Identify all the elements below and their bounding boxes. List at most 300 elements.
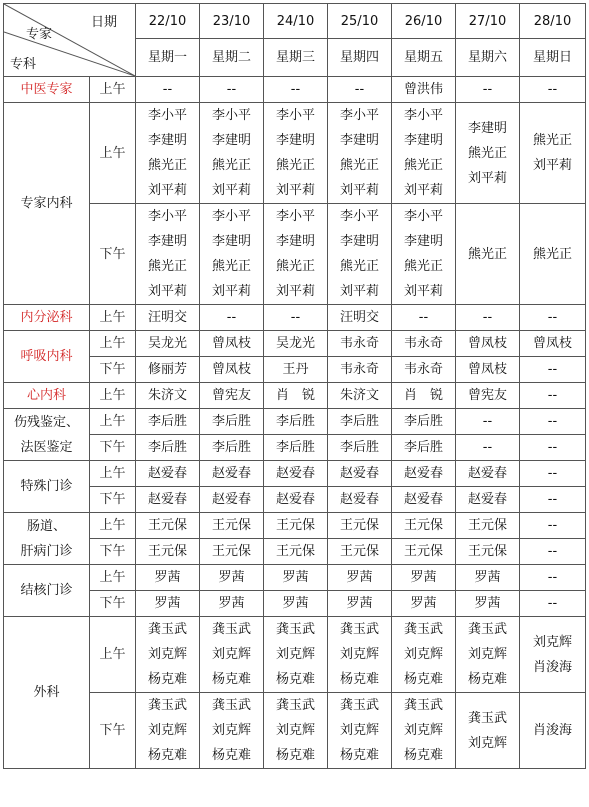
schedule-row <box>4 513 586 539</box>
doctor-name: 刘克辉 <box>532 634 572 650</box>
doctor-name: 熊光正 <box>467 145 507 161</box>
doctor-name: 李后胜 <box>339 414 379 429</box>
period-cell: 上午 <box>90 565 136 591</box>
doctor-name: -- <box>547 414 558 429</box>
doctor-cell <box>328 103 392 204</box>
doctor-name: 李小平 <box>275 209 315 224</box>
doctor-name: -- <box>547 570 558 585</box>
doctor-name: -- <box>162 82 173 97</box>
doctor-cell <box>392 617 456 693</box>
doctor-name: 曾凤枝 <box>467 336 507 351</box>
doctor-cell <box>520 693 586 769</box>
doctor-cell <box>456 77 520 103</box>
doctor-name: 刘克辉 <box>339 647 379 662</box>
doctor-cell <box>392 409 456 435</box>
doctor-cell <box>456 409 520 435</box>
doctor-name: 李后胜 <box>147 440 187 455</box>
doctor-name: 刘平莉 <box>403 183 443 198</box>
doctor-name: 曾洪伟 <box>403 82 443 97</box>
doctor-name: -- <box>482 310 493 325</box>
schedule-row <box>4 461 586 487</box>
doctor-cell <box>456 204 520 305</box>
doctor-name: -- <box>226 310 237 325</box>
doctor-name: 王元保 <box>403 544 443 559</box>
doctor-cell <box>456 487 520 513</box>
doctor-cell <box>200 513 264 539</box>
doctor-cell <box>136 383 200 409</box>
doctor-cell <box>136 204 200 305</box>
doctor-name: 杨克难 <box>211 748 251 763</box>
doctor-cell <box>200 305 264 331</box>
schedule-row <box>4 103 586 204</box>
doctor-name: 刘克辉 <box>275 647 315 662</box>
doctor-name: 曾凤枝 <box>211 336 251 351</box>
doctor-name: 赵爱春 <box>275 466 315 481</box>
doctor-name: 刘克辉 <box>147 723 187 738</box>
doctor-name: 李建明 <box>147 234 187 249</box>
weekday-cell: 星期六 <box>456 39 520 77</box>
doctor-cell <box>456 693 520 769</box>
schedule-row <box>4 383 586 409</box>
doctor-name: 杨克难 <box>147 672 187 687</box>
doctor-cell <box>520 77 586 103</box>
doctor-cell <box>456 383 520 409</box>
schedule-row <box>4 331 586 357</box>
doctor-name: 杨克难 <box>467 672 507 687</box>
doctor-cell <box>136 513 200 539</box>
doctor-cell <box>328 409 392 435</box>
doctor-cell <box>200 357 264 383</box>
department-name-line: 肠道、 <box>26 518 66 534</box>
doctor-name: 李小平 <box>211 108 251 123</box>
doctor-cell <box>136 565 200 591</box>
doctor-cell <box>520 461 586 487</box>
doctor-cell <box>456 461 520 487</box>
doctor-name: 赵爱春 <box>147 492 187 507</box>
doctor-cell <box>136 693 200 769</box>
doctor-name: 刘平莉 <box>403 284 443 299</box>
period-cell: 下午 <box>90 539 136 565</box>
doctor-cell <box>136 435 200 461</box>
doctor-name: -- <box>547 596 558 611</box>
doctor-name: 李后胜 <box>403 414 443 429</box>
doctor-name: 熊光正 <box>532 246 572 262</box>
doctor-cell <box>264 461 328 487</box>
doctor-name: -- <box>482 82 493 97</box>
doctor-cell <box>520 409 586 435</box>
expert-axis-label: 专家 <box>26 27 53 42</box>
doctor-cell <box>328 617 392 693</box>
doctor-name: 刘平莉 <box>211 284 251 299</box>
doctor-cell <box>200 435 264 461</box>
doctor-name: -- <box>547 492 558 507</box>
doctor-cell <box>264 77 328 103</box>
department-name <box>4 513 90 565</box>
period-cell: 上午 <box>90 383 136 409</box>
doctor-name: -- <box>547 388 558 403</box>
doctor-cell <box>200 461 264 487</box>
doctor-name: 赵爱春 <box>147 466 187 481</box>
doctor-name: 赵爱春 <box>467 492 507 507</box>
doctor-name: 龚玉武 <box>275 622 315 637</box>
doctor-cell <box>392 331 456 357</box>
doctor-cell <box>136 461 200 487</box>
doctor-cell <box>392 539 456 565</box>
doctor-name: -- <box>547 518 558 533</box>
doctor-name: 杨克难 <box>339 672 379 687</box>
doctor-name: 王元保 <box>275 544 315 559</box>
doctor-name: 李后胜 <box>147 414 187 429</box>
period-cell: 下午 <box>90 357 136 383</box>
doctor-cell <box>200 617 264 693</box>
doctor-name: 朱济文 <box>339 388 379 403</box>
doctor-name: 李建明 <box>275 234 315 249</box>
department-name: 专家内科 <box>4 103 90 305</box>
doctor-name: 罗茜 <box>282 570 309 585</box>
doctor-name: 龚玉武 <box>467 710 507 726</box>
doctor-cell <box>200 77 264 103</box>
doctor-cell <box>392 383 456 409</box>
doctor-name: 龚玉武 <box>275 698 315 713</box>
department-name: 中医专家 <box>4 77 90 103</box>
doctor-cell <box>328 331 392 357</box>
department-name: 呼吸内科 <box>4 331 90 383</box>
doctor-name: 王元保 <box>211 544 251 559</box>
doctor-name: 韦永奇 <box>403 336 443 351</box>
doctor-name: -- <box>547 310 558 325</box>
period-cell: 上午 <box>90 409 136 435</box>
doctor-name: 杨克难 <box>211 672 251 687</box>
doctor-name: -- <box>482 440 493 455</box>
doctor-cell <box>520 487 586 513</box>
doctor-name: 李建明 <box>275 133 315 148</box>
doctor-cell <box>456 331 520 357</box>
doctor-cell <box>136 409 200 435</box>
period-cell: 下午 <box>90 591 136 617</box>
schedule-row <box>4 409 586 435</box>
doctor-cell <box>264 487 328 513</box>
doctor-name: 王元保 <box>147 518 187 533</box>
doctor-name: 龚玉武 <box>211 698 251 713</box>
period-cell: 上午 <box>90 617 136 693</box>
doctor-name: 熊光正 <box>339 158 379 173</box>
doctor-name: 熊光正 <box>211 259 251 274</box>
doctor-name: 王丹 <box>282 362 309 377</box>
schedule-row <box>4 77 586 103</box>
doctor-name: 韦永奇 <box>339 362 379 377</box>
schedule-row <box>4 435 586 461</box>
doctor-name: 李小平 <box>403 209 443 224</box>
doctor-name: 刘克辉 <box>467 647 507 662</box>
doctor-name: 王元保 <box>403 518 443 533</box>
doctor-name: 龚玉武 <box>339 698 379 713</box>
period-cell: 下午 <box>90 487 136 513</box>
doctor-cell <box>264 357 328 383</box>
doctor-cell <box>456 591 520 617</box>
doctor-name: 熊光正 <box>147 158 187 173</box>
doctor-cell <box>392 103 456 204</box>
doctor-name: 熊光正 <box>275 158 315 173</box>
doctor-name: 曾宪友 <box>467 388 507 403</box>
doctor-cell <box>264 617 328 693</box>
doctor-name: 汪明交 <box>147 310 187 325</box>
doctor-cell <box>200 693 264 769</box>
doctor-cell <box>392 357 456 383</box>
doctor-name: 龚玉武 <box>467 622 507 637</box>
doctor-name: 赵爱春 <box>467 466 507 481</box>
doctor-name: 刘克辉 <box>211 647 251 662</box>
doctor-name: 刘克辉 <box>467 735 507 751</box>
doctor-name: 刘平莉 <box>339 284 379 299</box>
doctor-name: 熊光正 <box>532 133 572 148</box>
department-name: 心内科 <box>4 383 90 409</box>
department-name <box>4 409 90 461</box>
doctor-name: 李小平 <box>339 209 379 224</box>
doctor-cell <box>392 693 456 769</box>
doctor-cell <box>456 539 520 565</box>
schedule-row <box>4 693 586 769</box>
doctor-name: 李小平 <box>403 108 443 123</box>
doctor-cell <box>520 591 586 617</box>
doctor-name: 汪明交 <box>339 310 379 325</box>
weekday-cell: 星期一 <box>136 39 200 77</box>
doctor-name: 李后胜 <box>275 414 315 429</box>
period-cell: 上午 <box>90 331 136 357</box>
doctor-cell <box>200 383 264 409</box>
doctor-name: 吴龙光 <box>275 336 315 351</box>
doctor-name: 李建明 <box>211 234 251 249</box>
period-cell: 上午 <box>90 305 136 331</box>
doctor-cell <box>456 103 520 204</box>
date-cell: 23/10 <box>200 4 264 39</box>
doctor-name: 刘平莉 <box>275 284 315 299</box>
doctor-name: -- <box>226 82 237 97</box>
doctor-cell <box>392 77 456 103</box>
doctor-name: 罗茜 <box>282 596 309 611</box>
department-name-line: 法医鉴定 <box>20 439 73 455</box>
doctor-name: 赵爱春 <box>211 466 251 481</box>
doctor-name: 李后胜 <box>403 440 443 455</box>
doctor-cell <box>392 591 456 617</box>
department-name: 内分泌科 <box>4 305 90 331</box>
doctor-cell <box>456 357 520 383</box>
doctor-name: 王元保 <box>211 518 251 533</box>
doctor-cell <box>328 513 392 539</box>
doctor-cell <box>328 77 392 103</box>
doctor-name: 熊光正 <box>339 259 379 274</box>
doctor-cell <box>136 103 200 204</box>
doctor-name: 王元保 <box>467 518 507 533</box>
period-cell: 上午 <box>90 77 136 103</box>
doctor-cell <box>328 461 392 487</box>
doctor-name: 赵爱春 <box>403 466 443 481</box>
doctor-cell <box>136 77 200 103</box>
weekday-cell: 星期二 <box>200 39 264 77</box>
doctor-name: -- <box>547 544 558 559</box>
date-cell: 27/10 <box>456 4 520 39</box>
doctor-cell <box>200 591 264 617</box>
doctor-name: 李建明 <box>339 234 379 249</box>
doctor-cell <box>264 513 328 539</box>
doctor-name: 杨克难 <box>275 748 315 763</box>
doctor-cell <box>136 305 200 331</box>
doctor-name: 王元保 <box>339 544 379 559</box>
doctor-name: 熊光正 <box>211 158 251 173</box>
doctor-cell <box>392 487 456 513</box>
doctor-name: 刘平莉 <box>147 183 187 198</box>
doctor-name: 赵爱春 <box>211 492 251 507</box>
doctor-name: 吴龙光 <box>147 336 187 351</box>
doctor-name: 熊光正 <box>403 259 443 274</box>
doctor-cell <box>264 204 328 305</box>
doctor-name: -- <box>547 82 558 97</box>
doctor-cell <box>200 565 264 591</box>
doctor-name: 龚玉武 <box>403 698 443 713</box>
doctor-cell <box>328 539 392 565</box>
doctor-name: 熊光正 <box>403 158 443 173</box>
weekday-cell: 星期日 <box>520 39 586 77</box>
header-row-dates <box>4 4 586 39</box>
doctor-cell <box>264 435 328 461</box>
doctor-cell <box>136 331 200 357</box>
doctor-cell <box>520 617 586 693</box>
doctor-cell <box>200 487 264 513</box>
doctor-name: 杨克难 <box>403 748 443 763</box>
doctor-name: 罗茜 <box>410 596 437 611</box>
doctor-name: 罗茜 <box>154 596 181 611</box>
doctor-cell <box>200 103 264 204</box>
doctor-cell <box>328 487 392 513</box>
doctor-cell <box>520 204 586 305</box>
date-cell: 24/10 <box>264 4 328 39</box>
doctor-name: 杨克难 <box>403 672 443 687</box>
doctor-cell <box>520 103 586 204</box>
doctor-name: 龚玉武 <box>147 622 187 637</box>
period-cell: 上午 <box>90 513 136 539</box>
doctor-cell <box>264 693 328 769</box>
doctor-cell <box>264 565 328 591</box>
weekday-cell: 星期四 <box>328 39 392 77</box>
department-name-line: 伤残鉴定、 <box>13 414 79 430</box>
doctor-name: 李建明 <box>467 120 507 136</box>
doctor-cell <box>520 565 586 591</box>
doctor-cell <box>264 409 328 435</box>
doctor-cell <box>520 435 586 461</box>
doctor-name: 李小平 <box>211 209 251 224</box>
doctor-name: 王元保 <box>147 544 187 559</box>
doctor-cell <box>264 305 328 331</box>
doctor-name: 修丽芳 <box>147 362 187 377</box>
doctor-cell <box>136 617 200 693</box>
doctor-cell <box>200 204 264 305</box>
doctor-name: 罗茜 <box>154 570 181 585</box>
doctor-cell <box>520 305 586 331</box>
department-name-line: 肝病门诊 <box>20 543 73 559</box>
doctor-name: 罗茜 <box>474 596 501 611</box>
doctor-name: 罗茜 <box>218 596 245 611</box>
doctor-cell <box>328 204 392 305</box>
doctor-cell <box>328 305 392 331</box>
schedule-row <box>4 565 586 591</box>
doctor-name: 李小平 <box>147 108 187 123</box>
doctor-name: 赵爱春 <box>339 466 379 481</box>
date-axis-label: 日期 <box>90 15 117 30</box>
doctor-name: 刘克辉 <box>211 723 251 738</box>
doctor-name: 杨克难 <box>275 672 315 687</box>
doctor-name: 曾凤枝 <box>211 362 251 377</box>
doctor-name: 曾凤枝 <box>532 336 572 351</box>
doctor-cell <box>328 693 392 769</box>
doctor-name: 曾凤枝 <box>467 362 507 377</box>
doctor-cell <box>328 565 392 591</box>
doctor-cell <box>456 617 520 693</box>
doctor-name: 杨克难 <box>147 748 187 763</box>
doctor-cell <box>264 103 328 204</box>
doctor-cell <box>264 591 328 617</box>
schedule-row <box>4 357 586 383</box>
doctor-cell <box>328 357 392 383</box>
doctor-cell <box>136 539 200 565</box>
doctor-name: 李建明 <box>211 133 251 148</box>
doctor-cell <box>200 331 264 357</box>
doctor-name: -- <box>290 310 301 325</box>
doctor-name: 罗茜 <box>410 570 437 585</box>
doctor-name: 刘克辉 <box>339 723 379 738</box>
period-cell: 上午 <box>90 103 136 204</box>
doctor-name: 王元保 <box>275 518 315 533</box>
doctor-name: 李小平 <box>339 108 379 123</box>
doctor-name: 刘平莉 <box>532 158 572 173</box>
doctor-name: -- <box>482 414 493 429</box>
doctor-cell <box>328 591 392 617</box>
doctor-name: 刘平莉 <box>275 183 315 198</box>
department-name: 外科 <box>4 617 90 769</box>
doctor-name: 李后胜 <box>211 414 251 429</box>
doctor-cell <box>392 461 456 487</box>
doctor-cell <box>200 409 264 435</box>
doctor-cell <box>456 565 520 591</box>
doctor-cell <box>456 513 520 539</box>
doctor-cell <box>456 305 520 331</box>
period-cell: 上午 <box>90 461 136 487</box>
doctor-name: -- <box>547 440 558 455</box>
doctor-cell <box>520 539 586 565</box>
doctor-name: 曾宪友 <box>211 388 251 403</box>
doctor-name: 肖 锐 <box>275 388 315 403</box>
schedule-row <box>4 617 586 693</box>
schedule-row <box>4 305 586 331</box>
doctor-name: 韦永奇 <box>403 362 443 377</box>
doctor-name: 龚玉武 <box>339 622 379 637</box>
doctor-cell <box>264 331 328 357</box>
date-cell: 26/10 <box>392 4 456 39</box>
doctor-cell <box>264 539 328 565</box>
doctor-name: 龚玉武 <box>211 622 251 637</box>
doctor-cell <box>136 591 200 617</box>
doctor-cell <box>328 383 392 409</box>
doctor-name: 刘平莉 <box>339 183 379 198</box>
weekday-cell: 星期五 <box>392 39 456 77</box>
schedule-row <box>4 487 586 513</box>
doctor-name: 李建明 <box>339 133 379 148</box>
doctor-cell <box>264 383 328 409</box>
doctor-name: 李小平 <box>147 209 187 224</box>
doctor-name: 熊光正 <box>275 259 315 274</box>
doctor-name: 刘平莉 <box>467 170 507 186</box>
doctor-cell <box>520 513 586 539</box>
doctor-name: -- <box>547 466 558 481</box>
doctor-name: 刘克辉 <box>147 647 187 662</box>
